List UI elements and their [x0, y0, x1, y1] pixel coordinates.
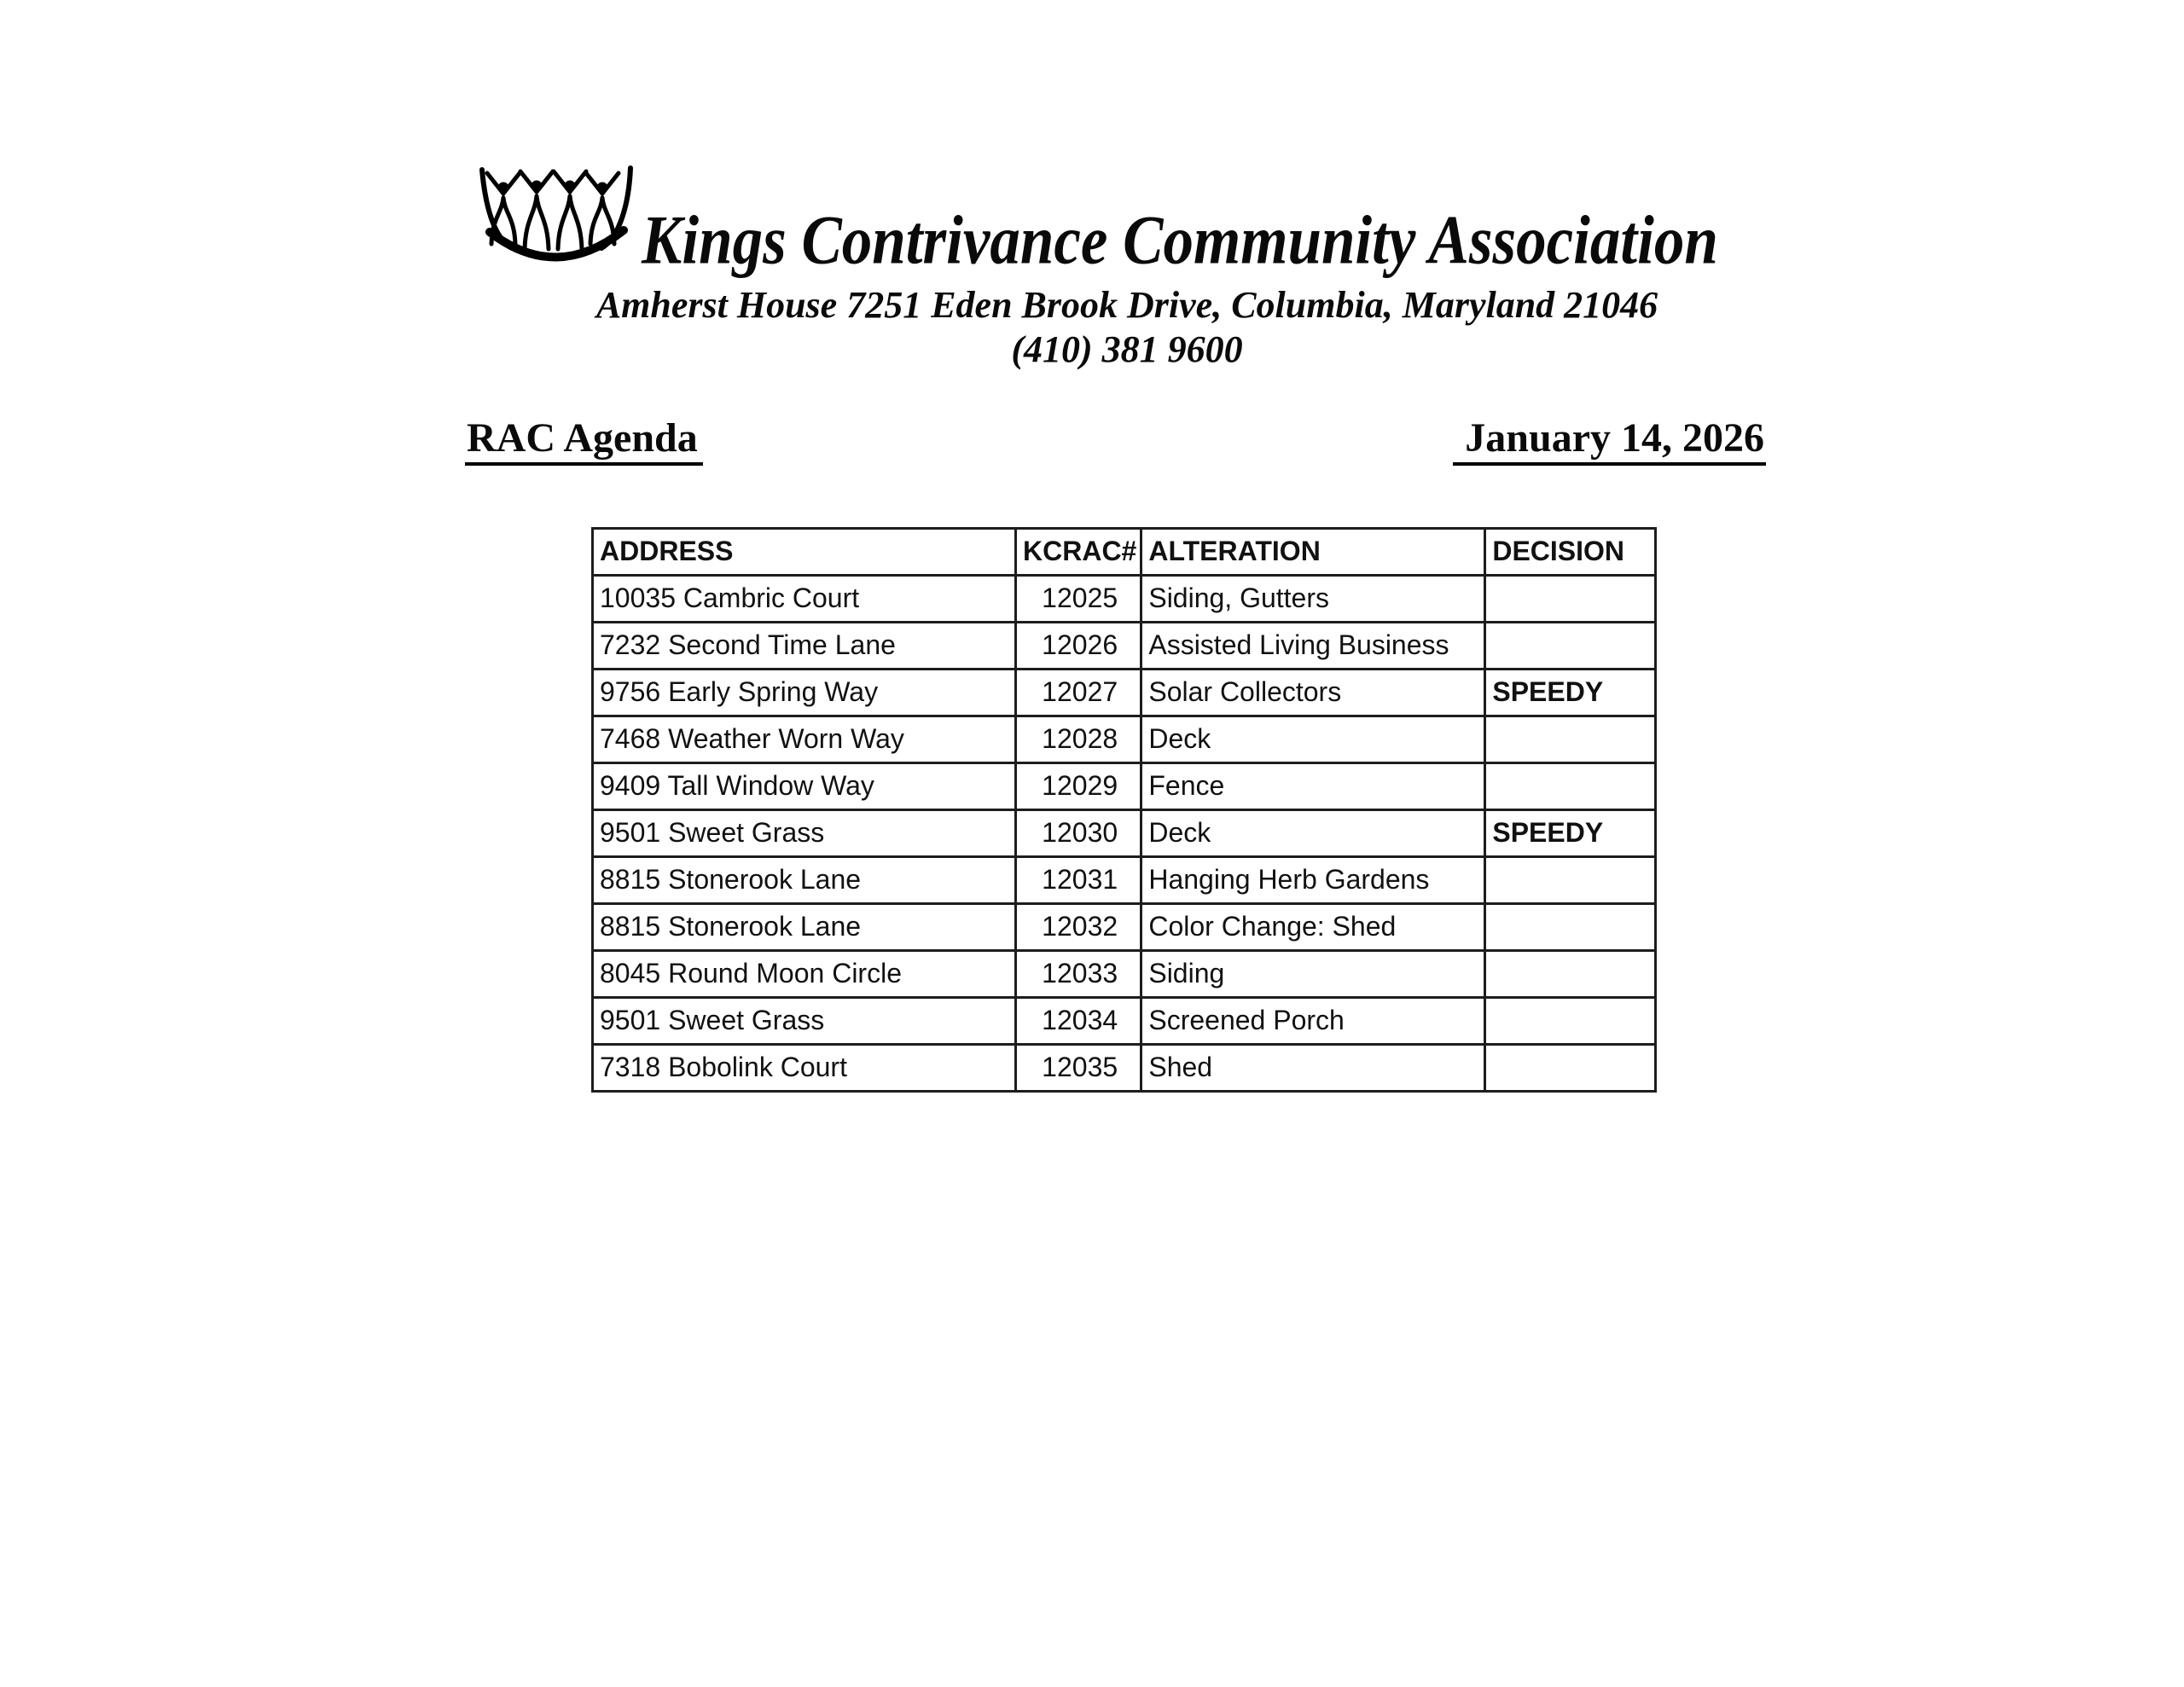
- col-header-alteration: ALTERATION: [1141, 529, 1485, 576]
- table-row: [593, 576, 1656, 623]
- table-row: [593, 904, 1656, 951]
- cell-alteration: Color Change: Shed: [1141, 904, 1485, 951]
- table-header-row: [593, 529, 1656, 576]
- cell-alteration: Shed: [1141, 1045, 1485, 1092]
- table-body: [593, 576, 1656, 1092]
- cell-alteration: Fence: [1141, 763, 1485, 810]
- cell-kcrac: 12032: [1016, 904, 1141, 951]
- table-row: [593, 1045, 1656, 1092]
- cell-decision: [1485, 716, 1656, 763]
- cell-decision: [1485, 623, 1656, 670]
- cell-address: 7468 Weather Worn Way: [593, 716, 1016, 763]
- table-row: [593, 998, 1656, 1045]
- org-name: Kings Contrivance Community Association: [642, 202, 1718, 280]
- cell-decision: [1485, 763, 1656, 810]
- cell-decision: [1485, 904, 1656, 951]
- agenda-title: RAC Agenda: [465, 418, 703, 466]
- agenda-heading-row: [465, 415, 1766, 466]
- table-row: [593, 951, 1656, 998]
- cell-kcrac: 12026: [1016, 623, 1141, 670]
- agenda-table: [591, 527, 1657, 1093]
- cell-address: 7232 Second Time Lane: [593, 623, 1016, 670]
- cell-address: 9409 Tall Window Way: [593, 763, 1016, 810]
- cell-address: 9501 Sweet Grass: [593, 810, 1016, 857]
- cell-decision: [1485, 576, 1656, 623]
- cell-address: 9501 Sweet Grass: [593, 998, 1016, 1045]
- cell-decision: [1485, 1045, 1656, 1092]
- table-row: [593, 716, 1656, 763]
- org-address: Amherst House 7251 Eden Brook Drive, Columbia, Maryland 21046: [595, 284, 1658, 326]
- cell-alteration: Siding: [1141, 951, 1485, 998]
- col-header-address: ADDRESS: [593, 529, 1016, 576]
- table-row: [593, 763, 1656, 810]
- table-row: [593, 857, 1656, 904]
- cell-address: 9756 Early Spring Way: [593, 670, 1016, 716]
- cell-kcrac: 12034: [1016, 998, 1141, 1045]
- org-phone: (410) 381 9600: [1011, 328, 1243, 370]
- cell-address: 10035 Cambric Court: [593, 576, 1016, 623]
- cell-kcrac: 12027: [1016, 670, 1141, 716]
- table-row: [593, 623, 1656, 670]
- cell-decision: [1485, 857, 1656, 904]
- cell-kcrac: 12029: [1016, 763, 1141, 810]
- cell-alteration: Siding, Gutters: [1141, 576, 1485, 623]
- cell-alteration: Hanging Herb Gardens: [1141, 857, 1485, 904]
- cell-kcrac: 12025: [1016, 576, 1141, 623]
- cell-decision: SPEEDY: [1485, 810, 1656, 857]
- cell-alteration: Deck: [1141, 716, 1485, 763]
- cell-kcrac: 12031: [1016, 857, 1141, 904]
- cell-address: 8815 Stonerook Lane: [593, 857, 1016, 904]
- cell-address: 7318 Bobolink Court: [593, 1045, 1016, 1092]
- cell-alteration: Assisted Living Business: [1141, 623, 1485, 670]
- table-row: [593, 670, 1656, 716]
- cell-alteration: Screened Porch: [1141, 998, 1485, 1045]
- col-header-kcrac: KCRAC#: [1016, 529, 1141, 576]
- col-header-decision: DECISION: [1485, 529, 1656, 576]
- agenda-date: January 14, 2026: [1453, 418, 1766, 466]
- cell-kcrac: 12035: [1016, 1045, 1141, 1092]
- cell-decision: SPEEDY: [1485, 670, 1656, 716]
- table-row: [593, 810, 1656, 857]
- cell-kcrac: 12033: [1016, 951, 1141, 998]
- crown-logo-icon: [476, 164, 636, 271]
- cell-kcrac: 12028: [1016, 716, 1141, 763]
- cell-address: 8045 Round Moon Circle: [593, 951, 1016, 998]
- cell-alteration: Solar Collectors: [1141, 670, 1485, 716]
- cell-address: 8815 Stonerook Lane: [593, 904, 1016, 951]
- cell-kcrac: 12030: [1016, 810, 1141, 857]
- cell-decision: [1485, 951, 1656, 998]
- cell-alteration: Deck: [1141, 810, 1485, 857]
- cell-decision: [1485, 998, 1656, 1045]
